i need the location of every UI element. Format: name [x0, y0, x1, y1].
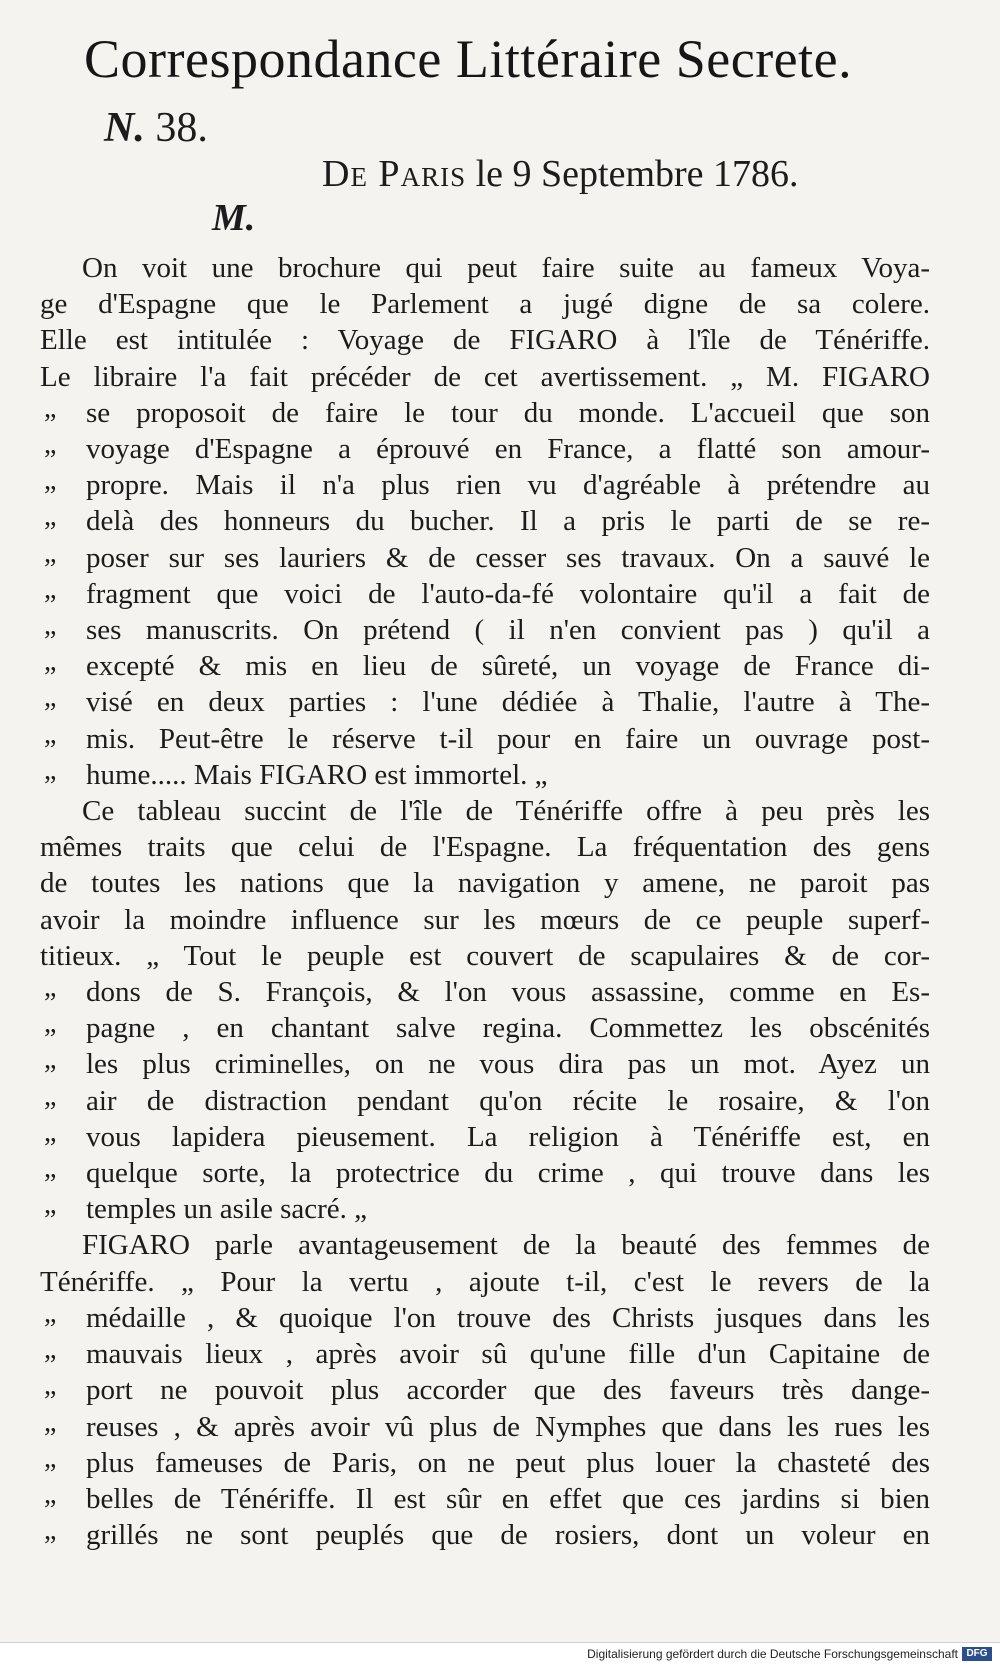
- text-line: „ mis. Peut-être le réserve t-il pour en faire un ouvrage post-: [40, 721, 930, 757]
- text-line: Ce tableau succint de l'île de Ténériffe offre à peu près les: [82, 795, 930, 828]
- text-line: „ grillés ne sont peuplés que de rosiers, dont un voleur en: [40, 1517, 930, 1553]
- text-line: „ visé en deux parties : l'une dédiée à Thalie, l'autre à The-: [40, 684, 930, 720]
- text-line: „ port ne pouvoit plus accorder que des faveurs très dange-: [40, 1372, 930, 1408]
- dateline: [322, 152, 799, 196]
- text-line: „ les plus criminelles, on ne vous dira pas un mot. Ayez un: [40, 1046, 930, 1082]
- text-line: „ air de distraction pendant qu'on récite le rosaire, & l'on: [40, 1083, 930, 1119]
- text-line: „ hume..... Mais FIGARO est immortel. „: [40, 757, 930, 793]
- dateline-place: De Paris: [322, 153, 467, 195]
- text-line: „ médaille , & quoique l'on trouve des Christs jusques dans les: [40, 1300, 930, 1336]
- text-line: „ belles de Ténériffe. Il est sûr en effet que ces jardins si bien: [40, 1481, 930, 1517]
- text-line: „ se proposoit de faire le tour du monde. L'accueil que son: [40, 395, 930, 431]
- text-line: „ vous lapidera pieusement. La religion à Ténériffe est, en: [40, 1119, 930, 1155]
- text-line: „ ses manuscrits. On prétend ( il n'en convient pas ) qu'il a: [40, 612, 930, 648]
- salutation: M.: [212, 197, 256, 239]
- text-line: „ delà des honneurs du bucher. Il a pris le parti de se re-: [40, 503, 930, 539]
- text-line: Elle est intitulée : Voyage de FIGARO à l'île de Ténériffe.: [40, 324, 930, 357]
- text-line: Le libraire l'a fait précéder de cet avertissement. „ M. FIGARO: [40, 360, 930, 393]
- text-line: „ poser sur ses lauriers & de cesser ses travaux. On a sauvé le: [40, 540, 930, 576]
- issue-number: [104, 104, 208, 152]
- text-line: „ fragment que voici de l'auto-da-fé volontaire qu'il a fait de: [40, 576, 930, 612]
- text-line: „ plus fameuses de Paris, on ne peut plus louer la chasteté des: [40, 1445, 930, 1481]
- journal-title: Correspondance Littéraire Secrete.: [84, 29, 853, 89]
- text-line: FIGARO parle avantageusement de la beauté des femmes de: [82, 1229, 930, 1262]
- text-line: „ quelque sorte, la protectrice du crime , qui trouve dans les: [40, 1155, 930, 1191]
- text-line: „ mauvais lieux , après avoir sû qu'une fille d'un Capitaine de: [40, 1336, 930, 1372]
- text-line: „ temples un asile sacré. „: [40, 1191, 930, 1227]
- text-line: On voit une brochure qui peut faire suite au fameux Voya-: [82, 252, 930, 284]
- article-body: [40, 250, 930, 1553]
- footer-bar: [0, 1642, 1000, 1666]
- text-line: „ propre. Mais il n'a plus rien vu d'agréable à prétendre au: [40, 467, 930, 503]
- issue-prefix: N.: [104, 105, 145, 151]
- text-line: avoir la moindre influence sur les mœurs de ce peuple superf-: [40, 903, 930, 936]
- text-line: Ténériffe. „ Pour la vertu , ajoute t-il, c'est le revers de la: [40, 1265, 930, 1298]
- text-line: mêmes traits que celui de l'Espagne. La fréquentation des gens: [40, 831, 930, 864]
- dfg-logo-icon: DFG: [962, 1647, 992, 1661]
- dateline-date: le 9 Septembre 1786.: [475, 153, 799, 195]
- text-line: „ dons de S. François, & l'on vous assassine, comme en Es-: [40, 974, 930, 1010]
- text-line: ge d'Espagne que le Parlement a jugé digne de sa colere.: [40, 288, 930, 321]
- text-line: „ reuses , & après avoir vû plus de Nymphes que dans les rues les: [40, 1409, 930, 1445]
- funding-credit: Digitalisierung gefördert durch die Deutsche Forschungsgemeinschaft: [587, 1647, 958, 1661]
- issue-value: 38.: [155, 105, 208, 151]
- text-line: „ excepté & mis en lieu de sûreté, un voyage de France di-: [40, 648, 930, 684]
- text-line: de toutes les nations que la navigation y amene, ne paroit pas: [40, 867, 930, 900]
- text-line: titieux. „ Tout le peuple est couvert de scapulaires & de cor-: [40, 939, 930, 972]
- text-line: „ voyage d'Espagne a éprouvé en France, a flatté son amour-: [40, 431, 930, 467]
- text-line: „ pagne , en chantant salve regina. Commettez les obscénités: [40, 1010, 930, 1046]
